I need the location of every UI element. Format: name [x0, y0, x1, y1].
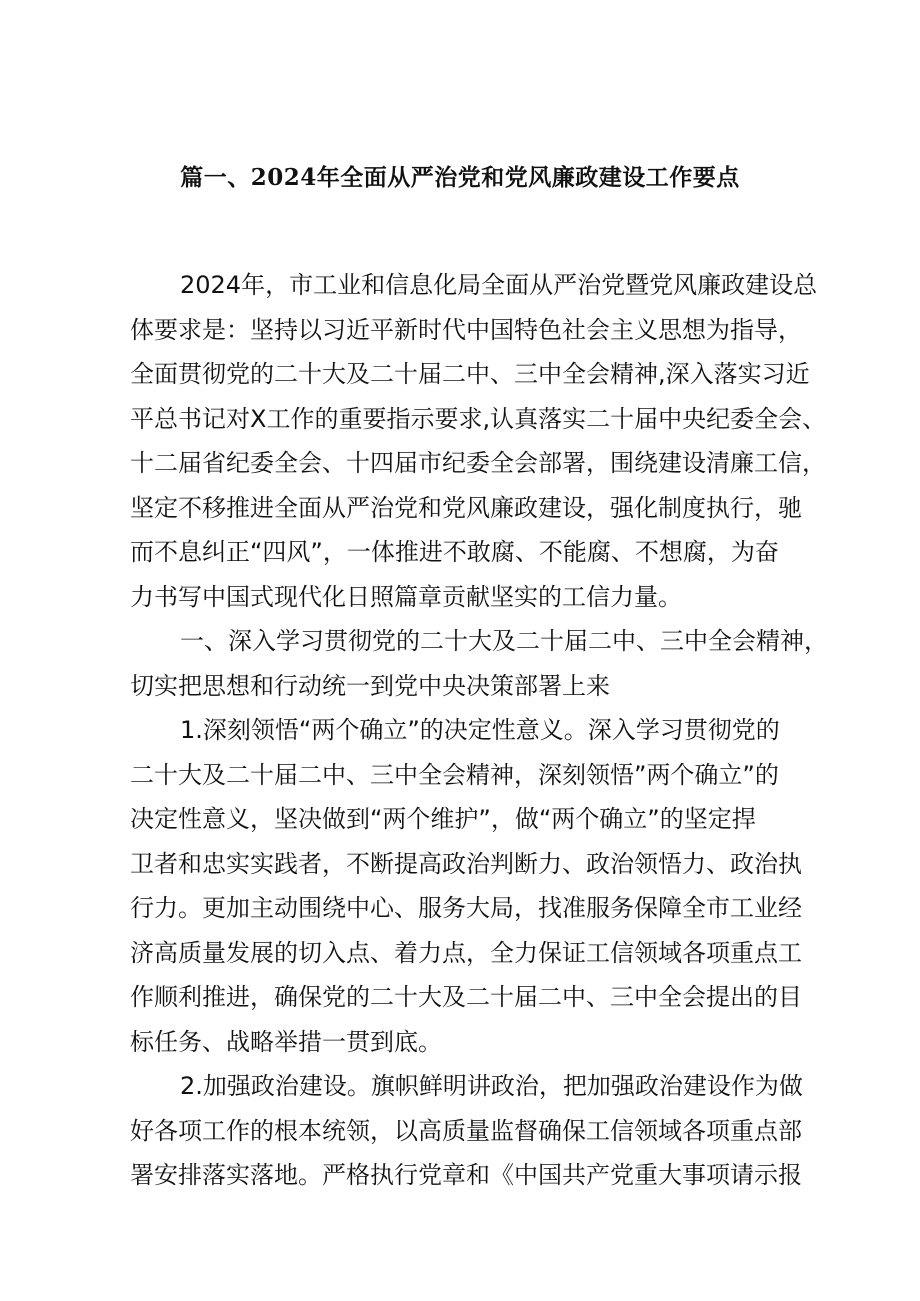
- text-line: 标任务、战略举措一贯到底。: [130, 1027, 442, 1056]
- text-line: 署安排落实落地。严格执行党章和《中国共产党重大事项请示报: [130, 1161, 802, 1189]
- text-line: 作顺利推进，确保党的二十大及二十届二中、三中全会提出的目: [130, 983, 802, 1011]
- document-body: [130, 263, 828, 1198]
- text-line: 卫者和忠实实践者，不断提高政治判断力、政治领悟力、政治执: [130, 849, 802, 878]
- text-line: 而不息纠正“四风”，一体推进不敢腐、不能腐、不想腐，为奋: [130, 538, 779, 566]
- paragraph-item-2: [130, 1064, 810, 1198]
- text-line: 决定性意义，坚决做到“两个维护”，做“两个确立”的坚定捍: [130, 805, 756, 833]
- paragraph-overview: [130, 263, 827, 619]
- text-line: 好各项工作的根本统领，以高质量监督确保工信领域各项重点部: [130, 1116, 802, 1145]
- text-line: 2024年，市工业和信息化局全面从严治党暨党风廉政建设总: [180, 271, 818, 299]
- text-line: 体要求是：坚持以习近平新时代中国特色社会主义思想为指导，: [130, 315, 802, 344]
- text-line: 力书写中国式现代化日照篇章贡献坚实的工信力量。: [130, 582, 682, 611]
- text-line: 全面贯彻党的二十大及二十届二中、三中全会精神,深入落实习近: [130, 360, 810, 388]
- text-line: 坚定不移推进全面从严治党和党风廉政建设，强化制度执行，驰: [130, 493, 802, 522]
- paragraph-item-1: [130, 708, 810, 1064]
- document-title: 篇一、2024年全面从严治党和党风廉政建设工作要点: [180, 164, 740, 191]
- text-line: 济高质量发展的切入点、着力点，全力保证工信领域各项重点工: [130, 938, 802, 967]
- text-line: 平总书记对X工作的重要指示要求,认真落实二十届中央纪委全会、: [130, 404, 827, 433]
- text-line: 切实把思想和行动统一到党中央决策部署上来: [130, 671, 610, 700]
- text-line: 行力。更加主动围绕中心、服务大局，找准服务保障全市工业经: [130, 894, 802, 922]
- text-line: 1.深刻领悟“两个确立”的决定性意义。深入学习贯彻党的: [180, 716, 780, 744]
- text-line: 二十大及二十届二中、三中全会精神，深刻领悟”两个确立”的: [130, 760, 779, 789]
- text-line: 十二届省纪委全会、十四届市纪委全会部署，围绕建设清廉工信，: [130, 449, 826, 477]
- text-line: 2.加强政治建设。旗帜鲜明讲政治，把加强政治建设作为做: [180, 1072, 803, 1100]
- section-heading-1: [130, 619, 828, 708]
- text-line: 一、深入学习贯彻党的二十大及二十届二中、三中全会精神，: [180, 627, 828, 655]
